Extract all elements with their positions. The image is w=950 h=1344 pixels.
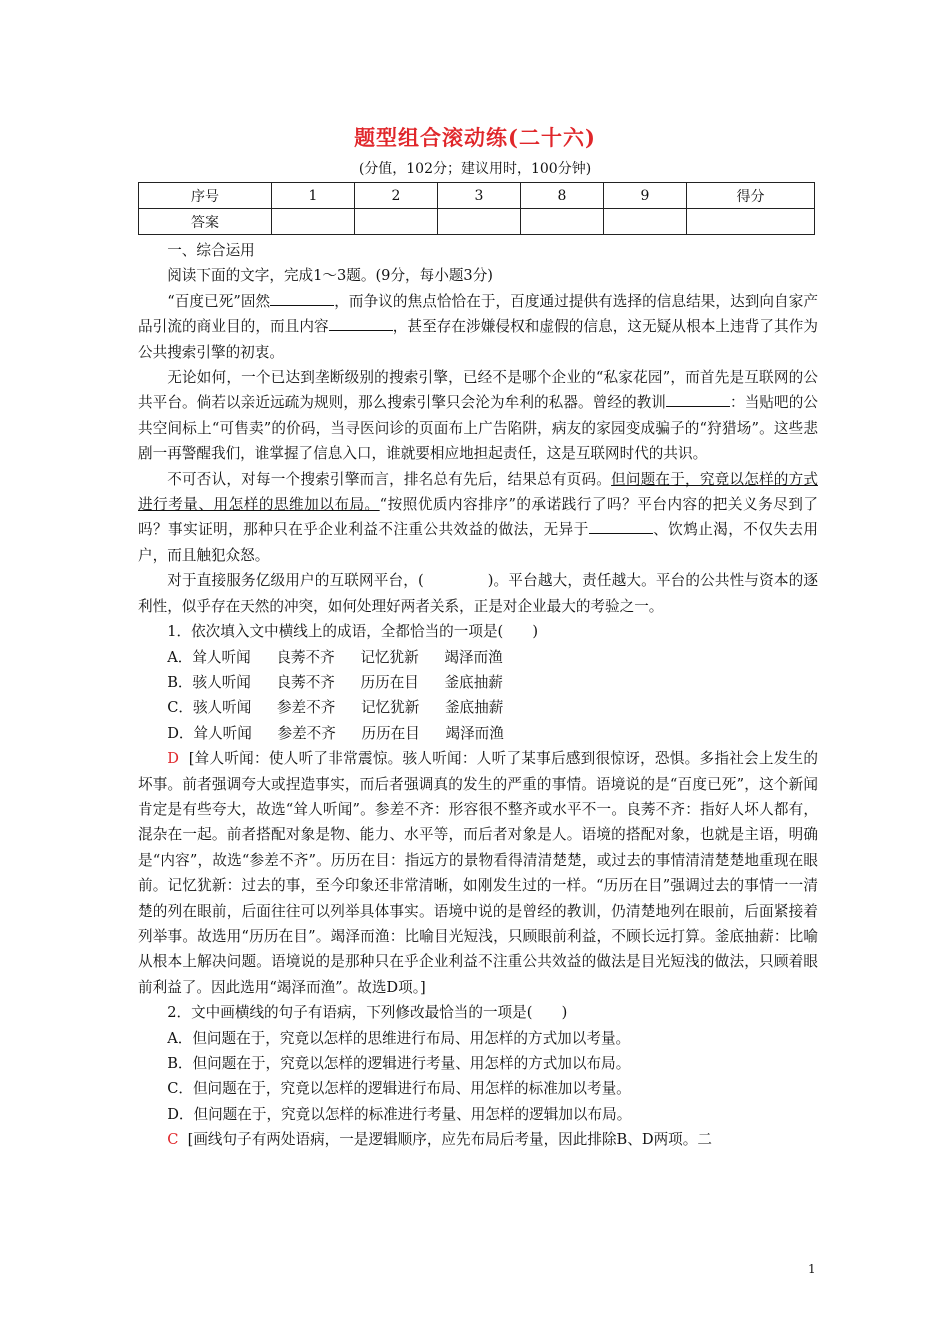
question-2-answer <box>138 1127 818 1152</box>
answer-explanation: [耸人听闻：使人听了非常震惊。骇人听闻：人听了某事后感到很惊讶，恐惧。多指社会上发生的坏事。前者强调夸大或捏造事实，而后者强调真的发生的严重的事情。语境说的是“百度已死”，这个新闻肯定是有些夸大，故选“耸人听闻”。参差不齐：形容很不整齐或水平不一。良莠不齐：指好人坏人都有，混杂在一起。前者搭配对象是物、能力、水平等，而后者对象是人。语境的搭配对象，也就是主语，明确是“内容”，故选“参差不齐”。历历在目：指远方的景物看得清清楚楚，或过去的事情清清楚楚地重现在眼前。记忆犹新：过去的事，至今印象还非常清晰，如刚发生过的一样。“历历在目”强调过去的事情一一清楚的列在眼前，后面往往可以列举具体事实。语境中说的是曾经的教训，仍清楚地列在眼前，后面紧接着列举事。故选用“历历在目”。竭泽而渔：比喻目光短浅，只顾眼前利益，不顾长远打算。釜底抽薪：比喻从根本上解决问题。语境说的是那种只在乎企业利益不注重公共效益的做法是目光短浅的做法，只顾着眼前利益了。因此选用“竭泽而渔”。故选D项。] <box>138 750 819 996</box>
answer-explanation: [画线句子有两处语病，一是逻辑顺序，应先布局后考量，因此排除B、D两项。二 <box>187 1131 712 1149</box>
answer-cell <box>355 209 438 235</box>
question-1-option-a: A．耸人听闻 良莠不齐 记忆犹新 竭泽而渔 <box>167 648 503 666</box>
answer-table-answer-row <box>139 209 815 235</box>
document-body <box>138 238 818 1153</box>
answer-cell <box>687 209 815 235</box>
underlined-sentence: 但问题在于，究竟以怎样的方式进行考量、用怎样的思维加以布局。 <box>138 470 818 514</box>
fill-blank <box>589 519 653 534</box>
header-cell-q1: 1 <box>272 183 355 209</box>
page-title: 题型组合滚动练(二十六) <box>354 125 596 150</box>
fill-blank <box>666 392 730 407</box>
answer-cell <box>604 209 687 235</box>
answer-letter: D <box>167 750 179 768</box>
passage-paragraph-3: 不可否认，对每一个搜索引擎而言，排名总有先后，结果总有页码。但问题在于，究竟以怎样的方式进行考量、用怎样的思维加以布局。“按照优质内容排序”的承诺践行了吗？平台内容的把关义务尽到了吗？事实证明，那种只在乎企业利益不注重公共效益的做法，无异于 、饮鸩止渴，不仅失去用户，而且触犯众怒。 <box>138 470 818 564</box>
fill-blank <box>270 291 334 306</box>
header-cell-q9: 9 <box>604 183 687 209</box>
question-2-option-d: D．但问题在于，究竟以怎样的标准进行考量、用怎样的逻辑加以布局。 <box>167 1105 632 1123</box>
question-2-option-c: C．但问题在于，究竟以怎样的逻辑进行布局、用怎样的标准加以考量。 <box>167 1080 631 1098</box>
header-cell-index: 序号 <box>139 183 272 209</box>
answer-cell <box>521 209 604 235</box>
answer-table <box>138 182 815 235</box>
passage-paragraph-1: “百度已死”固然 ，而争议的焦点恰恰在于，百度通过提供有选择的信息结果，达到向自家产品引流的商业目的，而且内容 ，甚至存在涉嫌侵权和虚假的信息，这无疑从根本上违背了其作为公共搜索引擎的初衷。 <box>138 292 818 361</box>
header-cell-q8: 8 <box>521 183 604 209</box>
question-2-option-b: B．但问题在于，究竟以怎样的逻辑进行考量、用怎样的方式加以布局。 <box>167 1055 631 1072</box>
header-cell-q3: 3 <box>438 183 521 209</box>
question-1-option-d: D．耸人听闻 参差不齐 历历在目 竭泽而渔 <box>167 724 504 742</box>
question-1-stem: 1．依次填入文中横线上的成语，全都恰当的一项是( ) <box>167 623 539 641</box>
question-1-option-c: C．骇人听闻 参差不齐 记忆犹新 釜底抽薪 <box>167 699 504 717</box>
header-cell-q2: 2 <box>355 183 438 209</box>
reading-instructions: 阅读下面的文字，完成1～3题。(9分，每小题3分) <box>167 267 493 285</box>
passage-paragraph-4: 对于直接服务亿级用户的互联网平台，( )。平台越大，责任越大。平台的公共性与资本的逐利性，似乎存在天然的冲突，如何处理好两者关系，正是对企业最大的考验之一。 <box>138 572 818 615</box>
page-number: 1 <box>808 1262 816 1276</box>
answer-letter: C <box>167 1131 179 1149</box>
question-2-option-a: A．但问题在于，究竟以怎样的思维进行布局、用怎样的方式加以考量。 <box>167 1029 631 1047</box>
answer-cell <box>272 209 355 235</box>
header-cell-score: 得分 <box>687 183 815 209</box>
section-heading: 一、综合运用 <box>167 242 255 259</box>
fill-blank <box>329 316 393 331</box>
answer-cell <box>438 209 521 235</box>
answer-row-label: 答案 <box>139 209 272 235</box>
page-subtitle: (分值，102分；建议用时，100分钟) <box>358 161 592 177</box>
question-2-stem: 2．文中画横线的句子有语病，下列修改最恰当的一项是( ) <box>167 1004 568 1022</box>
question-1-option-b: B．骇人听闻 良莠不齐 历历在目 釜底抽薪 <box>167 673 503 691</box>
answer-table-header-row <box>139 183 815 209</box>
question-1-answer <box>138 746 818 1000</box>
passage-paragraph-2: 无论如何，一个已达到垄断级别的搜索引擎，已经不是哪个企业的“私家花园”，而首先是互联网的公共平台。倘若以亲近远疏为规则，那么搜索引擎只会沦为牟利的私器。曾经的教训 ：当贴吧的公共空间标上“可售卖”的价码，当寻医问诊的页面布上广告陷阱，病友的家园变成骗子的“狩猎场”。这些悲剧一再警醒我们，谁掌握了信息入口，谁就要相应地担起责任，这是互联网时代的共识。 <box>138 369 818 463</box>
